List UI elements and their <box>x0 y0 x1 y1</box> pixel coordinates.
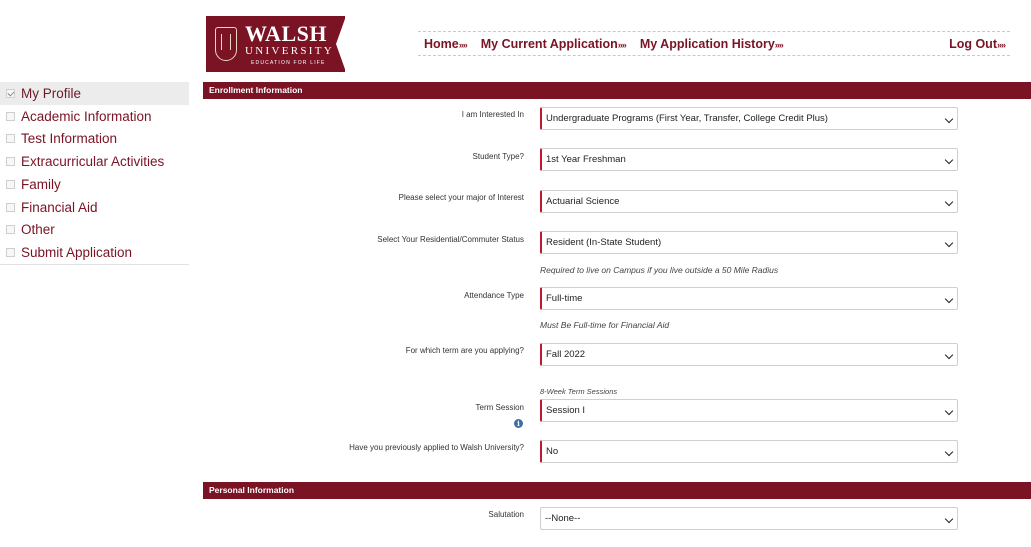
student-type-select[interactable] <box>540 148 958 171</box>
nav-current-application-link[interactable]: My Current Application»» <box>480 36 626 51</box>
walsh-university-logo[interactable] <box>206 16 345 72</box>
double-arrow-icon: »» <box>996 39 1005 50</box>
term-value: Fall 2022 <box>546 349 586 360</box>
residential-status-label: Select Your Residential/Commuter Status <box>377 235 524 244</box>
sidebar-item-financial-aid[interactable] <box>0 196 189 219</box>
attendance-type-select[interactable] <box>540 287 958 310</box>
term-session-label: Term Session <box>475 403 524 412</box>
student-type-value: 1st Year Freshman <box>546 154 626 165</box>
checkbox-icon <box>6 203 15 212</box>
nav-logout-link[interactable]: Log Out»» <box>949 36 1005 51</box>
salutation-label: Salutation <box>488 510 524 519</box>
chevron-down-icon <box>945 115 953 123</box>
double-arrow-icon: »» <box>774 39 783 50</box>
chevron-down-icon <box>945 239 953 247</box>
sidebar-item-label: Other <box>21 222 55 238</box>
chevron-down-icon <box>945 198 953 206</box>
term-select[interactable] <box>540 343 958 366</box>
checkbox-checked-icon <box>6 89 15 98</box>
attendance-help-text: Must Be Full-time for Financial Aid <box>540 320 670 330</box>
chevron-down-icon <box>945 448 953 456</box>
major-select[interactable] <box>540 190 958 213</box>
checkbox-icon <box>6 225 15 234</box>
major-label: Please select your major of Interest <box>398 193 524 202</box>
double-arrow-icon: »» <box>458 39 467 50</box>
info-icon[interactable]: i <box>514 419 523 428</box>
sidebar-item-family[interactable] <box>0 173 189 196</box>
salutation-select[interactable] <box>540 507 958 530</box>
personal-information-header: Personal Information <box>203 482 1031 499</box>
attendance-type-label: Attendance Type <box>464 291 524 300</box>
sidebar-item-label: Financial Aid <box>21 199 98 215</box>
interested-in-label: I am Interested In <box>461 110 524 119</box>
logo-line1: WALSH <box>245 20 327 46</box>
previously-applied-select[interactable] <box>540 440 958 463</box>
sidebar-item-extracurricular-activities[interactable] <box>0 150 189 173</box>
sidebar-item-other[interactable] <box>0 219 189 242</box>
previously-applied-label: Have you previously applied to Walsh University? <box>349 443 524 452</box>
term-session-value: Session I <box>546 405 586 416</box>
sidebar-item-label: Extracurricular Activities <box>21 154 165 170</box>
checkbox-icon <box>6 180 15 189</box>
chevron-down-icon <box>945 295 953 303</box>
enrollment-information-header: Enrollment Information <box>203 82 1031 99</box>
interested-in-value: Undergraduate Programs (First Year, Transfer, College Credit Plus) <box>546 113 828 124</box>
attendance-type-value: Full-time <box>546 293 583 304</box>
double-arrow-icon: »» <box>617 39 626 50</box>
term-session-help-text: 8-Week Term Sessions <box>540 387 618 396</box>
chevron-down-icon <box>945 407 953 415</box>
chevron-down-icon <box>945 515 953 523</box>
previously-applied-value: No <box>546 446 559 457</box>
nav-application-history-link[interactable]: My Application History»» <box>639 36 783 51</box>
sidebar-item-submit-application[interactable] <box>0 241 189 264</box>
checkbox-icon <box>6 157 15 166</box>
interested-in-select[interactable] <box>540 107 958 130</box>
checkbox-icon <box>6 112 15 121</box>
residential-help-text: Required to live on Campus if you live outside a 50 Mile Radius <box>540 265 779 275</box>
chevron-down-icon <box>945 351 953 359</box>
term-session-select[interactable] <box>540 399 958 422</box>
term-label: For which term are you applying? <box>405 346 524 355</box>
logo-line2: UNIVERSITY <box>245 44 334 57</box>
sidebar-item-test-information[interactable] <box>0 128 189 151</box>
sidebar <box>0 82 189 265</box>
major-value: Actuarial Science <box>546 196 620 207</box>
checkbox-icon <box>6 134 15 143</box>
sidebar-item-label: Family <box>21 176 61 192</box>
chevron-down-icon <box>945 156 953 164</box>
logo-tagline: EDUCATION FOR LIFE <box>251 59 326 66</box>
salutation-value: --None-- <box>545 513 581 524</box>
sidebar-item-label: Test Information <box>21 131 118 147</box>
residential-status-select[interactable] <box>540 231 958 254</box>
student-type-label: Student Type? <box>472 152 524 161</box>
checkbox-icon <box>6 248 15 257</box>
residential-status-value: Resident (In-State Student) <box>546 237 662 248</box>
sidebar-item-my-profile[interactable] <box>0 82 189 105</box>
sidebar-item-label: Academic Information <box>21 108 152 124</box>
sidebar-item-label: My Profile <box>21 85 82 101</box>
nav-home-link[interactable]: Home»» <box>424 36 467 51</box>
sidebar-item-academic-information[interactable] <box>0 105 189 128</box>
top-navigation <box>418 31 1010 56</box>
crest-icon <box>215 27 237 61</box>
sidebar-item-label: Submit Application <box>21 245 133 261</box>
